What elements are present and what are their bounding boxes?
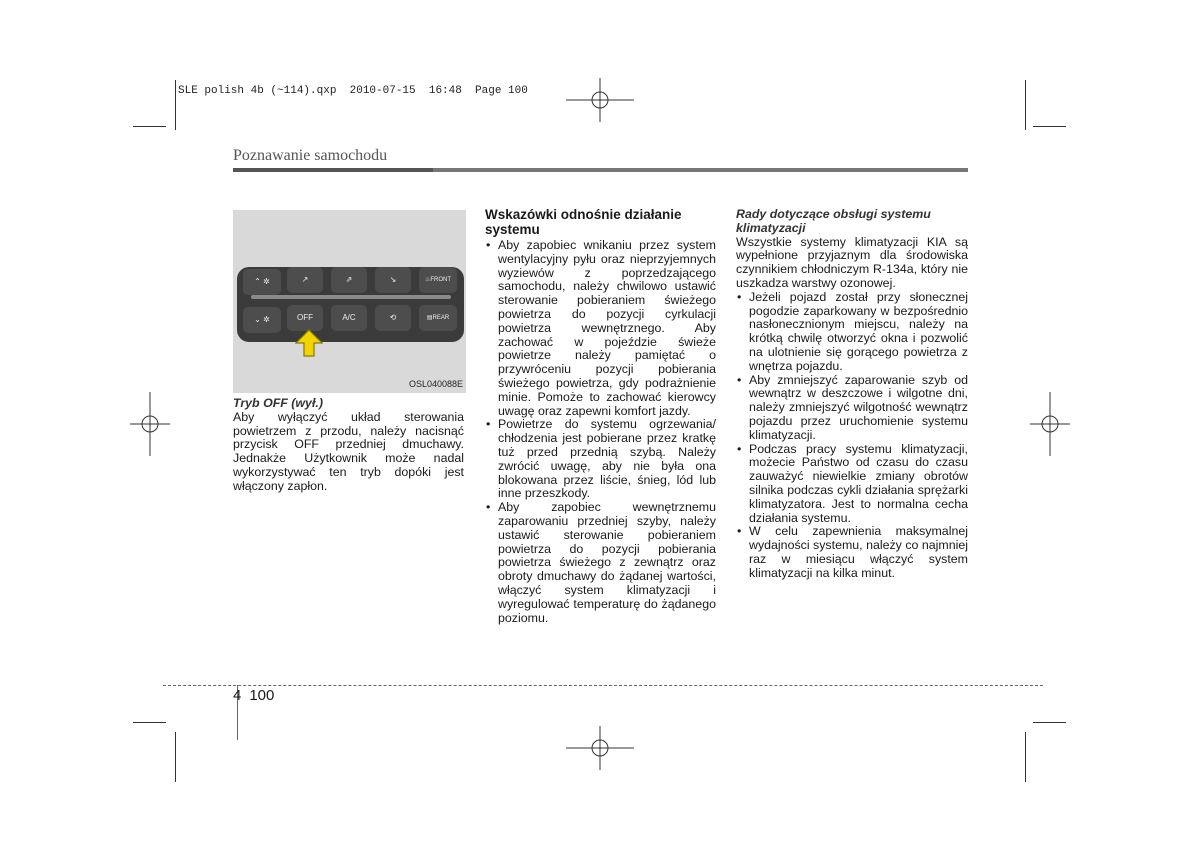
fan-speed-down-button (243, 307, 281, 333)
page-number (233, 687, 274, 704)
panel-indicator-strip (251, 295, 451, 299)
system-tips-heading: Wskazówki odnośnie działanie systemu (485, 207, 682, 237)
print-slug: SLE polish 4b (~114).qxp 2010-07-15 16:48 Page 100 (178, 85, 528, 97)
registration-mark-top (566, 78, 634, 122)
recirculation-button (375, 305, 411, 331)
header-rule-accent (233, 168, 433, 172)
registration-mark-right (1030, 392, 1070, 456)
registration-mark-left (130, 392, 170, 456)
rear-defrost-button: ▤REAR (419, 305, 457, 331)
airflow-floor-icon: ↘ (389, 275, 397, 284)
rear-defrost-icon: ▤ (426, 315, 433, 321)
list-item: • Aby zapobiec wnikaniu przez system wentylacyjny pyłu oraz nieprzyjemnych wyziewów z poprzedzającego samochodu, należy chwilowo ustawić sterowanie pobieraniem świeżego powietrza do pozycji cyrkulacji powietrza wewnętrznego. Aby zachować w pojeździe świeże powietrze należy pamiętać o przywróceniu pozycji pobierania świeżego powietrza, gdy podrażnienie minie. Pomoże to zachować kierowcy uwagę oraz zapewni komfort jazdy. (485, 239, 716, 418)
chevron-up-icon: ⌃ ✲ (254, 277, 270, 286)
footer-rule (163, 685, 1043, 686)
climate-control-panel (237, 267, 464, 342)
list-item: • W celu zapewnienia maksymalnej wydajności systemu, należy co najmniej raz w miesiącu włączyć system klimatyzacji na kilka minut. (736, 525, 968, 580)
off-mode-heading: Tryb OFF (wył.) (233, 396, 323, 410)
chapter-number: 4 (233, 687, 242, 704)
figure-code: OSL040088E (408, 379, 463, 389)
mode-floor-button (375, 267, 411, 293)
ac-button: A/C (331, 305, 367, 331)
airflow-face-icon: ↗ (301, 275, 309, 284)
list-item: • Podczas pracy systemu klimatyzacji, możecie Państwo od czasu do czasu zauważyć niewielkie zmiany obrotów silnika podczas cykli działania sprężarki klimatyzatora. Jest to normalna cecha działania systemu. (736, 443, 968, 526)
middle-column (485, 208, 716, 625)
mode-face-button (287, 267, 323, 293)
left-column (233, 397, 464, 494)
arrow-up-icon (295, 329, 323, 357)
ac-tips-intro: Wszystkie systemy klimatyzacji KIA są wypełnione przyjaznym dla środowiska czynnikiem chłodniczym R-134a, który nie uszkadza warstwy ozonowej. (736, 234, 968, 290)
ac-tips-heading: Rady dotyczące obsługi systemu klimatyzacji (736, 207, 931, 235)
mode-bilevel-button (331, 267, 367, 293)
registration-mark-bottom (566, 726, 634, 770)
list-item: • Jeżeli pojazd został przy słonecznej pogodzie zaparkowany w bezpośrednio nasłonecznionym miejscu, należy na krótką chwilę otworzyć okna i pozwolić na ulotnienie się gorącego powietrza z wnętrza pojazdu. (736, 291, 968, 374)
front-defrost-icon: ♨ (424, 277, 431, 283)
right-column (736, 208, 968, 581)
airflow-bilevel-icon: ⇗ (345, 275, 353, 284)
list-item: • Aby zmniejszyć zaparowanie szyb od wewnątrz w deszczowe i wilgotne dni, należy zmniejszyć wilgotność wewnątrz pojazdu przez uruchomienie systemu klimatyzacji. (736, 374, 968, 443)
list-item: • Aby zapobiec wewnętrznemu zaparowaniu przedniej szyby, należy ustawić sterowanie pobieraniem powietrza do pozycji pobierania powietrza świeżego z zewnątrz oraz obroty dmuchawy do żądanej wartości, włączyć system klimatyzacji i wyregulować temperaturę do żądanego poziomu. (485, 501, 716, 625)
recirculation-icon: ⟲ (389, 313, 397, 322)
list-item: • Powietrze do systemu ogrzewania/ chłodzenia jest pobierane przez kratkę tuż przed przednią szybą. Należy zwrócić uwagę, aby nie była ona blokowana przez liście, śnieg, lód lub inne przeszkody. (485, 418, 716, 501)
system-tips-list (485, 239, 716, 625)
page-value: 100 (249, 687, 275, 704)
section-title: Poznawanie samochodu (233, 147, 388, 164)
front-defrost-button: ♨FRONT (419, 267, 457, 293)
chevron-down-icon: ⌄ ✲ (254, 315, 270, 324)
ac-tips-list (736, 291, 968, 581)
off-mode-body: Aby wyłączyć układ sterowania powietrzem z przodu, należy nacisnąć przycisk OFF przedniej dmuchawy. Jednakże Użytkownik może nadal wykorzystywać ten tryb dopóki jest włączony zapłon. (233, 409, 464, 493)
fan-speed-up-button (243, 269, 281, 295)
off-button: OFF (287, 305, 323, 331)
climate-panel-figure (233, 210, 466, 393)
